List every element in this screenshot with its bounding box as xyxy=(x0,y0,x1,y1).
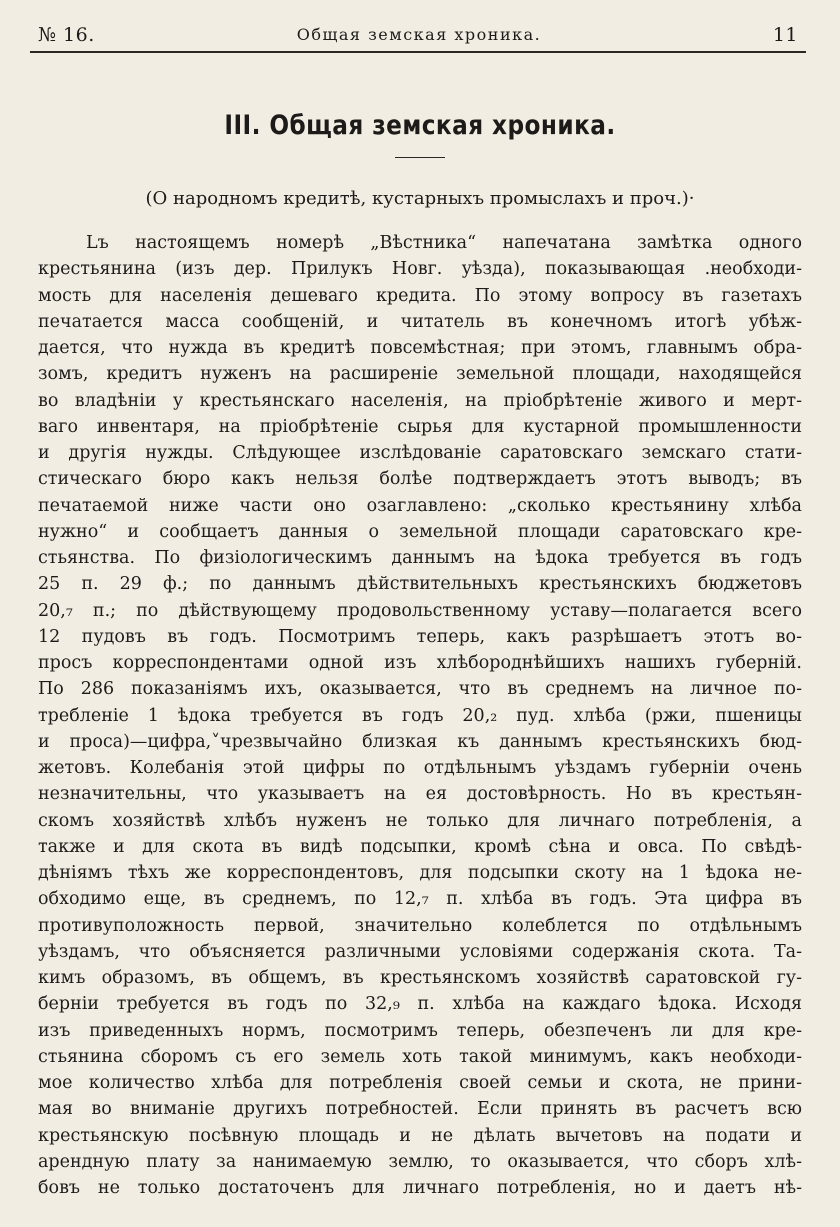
text-line: требленіе 1 ѣдока требуется въ годъ 20,₂ пуд. хлѣба (ржи, пшеницы xyxy=(38,705,802,726)
header-rule xyxy=(30,51,806,53)
text-line: берніи требуется въ годъ по 32,₉ п. хлѣба на каждаго ѣдока. Исходя xyxy=(38,994,802,1015)
text-line: печатаемой ниже части оно озаглавлено: „сколько крестьянину хлѣба xyxy=(38,495,802,516)
text-line: незначительны, что указываетъ на ея достовѣрность. Но въ крестьян- xyxy=(38,784,802,805)
text-line: нужно“ и сообщаетъ данныя о земельной площади саратовскаго кре- xyxy=(38,521,802,542)
text-line: зомъ, кредитъ нуженъ на расширеніе земельной площади, находящейся xyxy=(38,364,802,385)
page-number: 11 xyxy=(772,24,798,46)
text-line: мость для населенія дешеваго кредита. По этому вопросу въ газетахъ xyxy=(38,285,802,306)
text-line: и проса)—цифра,˅чрезвычайно близкая къ даннымъ крестьянскихъ бюд- xyxy=(38,731,802,752)
text-line: Lъ настоящемъ номерѣ „Вѣстника“ напечатана замѣтка одного xyxy=(86,233,802,253)
text-line: также и для скота въ видѣ подсыпки, кромѣ сѣна и овса. По свѣдѣ- xyxy=(38,836,802,857)
text-line: противуположность первой, значительно колеблется по отдѣльнымъ xyxy=(38,915,802,936)
issue-number: № 16. xyxy=(38,24,95,46)
running-title: Общая земская хроника. xyxy=(296,25,542,44)
text-line: крестьянина (изъ дер. Прилукъ Новг. уѣзда), показывающая .необходи- xyxy=(38,259,802,280)
text-line: 20,₇ п.; по дѣйствующему продовольственному уставу—полагается всего xyxy=(38,600,802,621)
text-line: во владѣніи у крестьянскаго населенія, на пріобрѣтеніе живого и мерт- xyxy=(38,390,802,411)
text-line: 25 п. 29 ф.; по даннымъ дѣйствительныхъ крестьянскихъ бюджетовъ xyxy=(38,574,802,595)
title-divider xyxy=(395,157,445,158)
running-header xyxy=(36,22,802,50)
text-line: обходимо еще, въ среднемъ, по 12,₇ п. хлѣба въ годъ. Эта цифра въ xyxy=(38,889,802,910)
text-line: просъ корреспондентами одной изъ хлѣбороднѣйшихъ нашихъ губерній. xyxy=(38,653,802,673)
text-line: изъ приведенныхъ нормъ, посмотримъ теперь, обезпеченъ ли для кре- xyxy=(38,1020,802,1041)
text-line: дѣніямъ тѣхъ же корреспондентовъ, для подсыпки скоту на 1 ѣдока не- xyxy=(38,863,802,883)
body-paragraph xyxy=(38,230,802,1201)
text-line: 12 пудовъ въ годъ. Посмотримъ теперь, какъ разрѣшаетъ этотъ во- xyxy=(38,626,802,647)
text-line: стьянства. По физіологическимъ даннымъ на ѣдока требуется въ годъ xyxy=(38,548,802,568)
text-line: крестьянскую посѣвную площадь и не дѣлать вычетовъ на подати и xyxy=(38,1125,802,1146)
text-line: и другія нужды. Слѣдующее изслѣдованіе саратовскаго земскаго стати- xyxy=(38,443,802,463)
text-line: кимъ образомъ, въ общемъ, въ крестьянскомъ хозяйствѣ саратовской гу- xyxy=(38,968,802,988)
text-line: мое количество хлѣба для потребленія своей семьи и скота, не прини- xyxy=(38,1073,802,1093)
text-line: бовъ не только достаточенъ для личнаго потребленія, но и даетъ нѣ- xyxy=(38,1178,802,1198)
text-line: жетовъ. Колебанія этой цифры по отдѣльнымъ уѣздамъ губерніи очень xyxy=(38,758,802,778)
text-line: уѣздамъ, что объясняется различными условіями содержанія скота. Та- xyxy=(38,941,802,962)
text-line: арендную плату за нанимаемую землю, то оказывается, что сборъ хлѣ- xyxy=(38,1151,802,1172)
section-subtitle: (О народномъ кредитѣ, кустарныхъ промыслахъ и проч.)· xyxy=(145,188,695,209)
text-line: скомъ хозяйствѣ хлѣбъ нуженъ не только для личнаго потребленія, а xyxy=(38,810,802,831)
text-line: мая во вниманіе другихъ потребностей. Если принять въ расчетъ всю xyxy=(38,1099,802,1120)
text-line: стьянина сборомъ съ его земель хоть такой минимумъ, какъ необходи- xyxy=(38,1046,802,1067)
text-line: ваго инвентаря, на пріобрѣтеніе сырья для кустарной промышленности xyxy=(38,416,802,437)
text-line: дается, что нужда въ кредитѣ повсемѣстная; при этомъ, главнымъ обра- xyxy=(38,338,802,358)
section-title: III. Общая земская хроника. xyxy=(224,110,616,141)
text-line: стическаго бюро какъ нельзя болѣе подтверждаетъ этотъ выводъ; въ xyxy=(38,469,802,490)
text-line: печатается масса сообщеній, и читатель въ конечномъ итогѣ убѣж- xyxy=(38,311,802,332)
text-line: По 286 показаніямъ ихъ, оказывается, что въ среднемъ на личное по- xyxy=(38,679,802,700)
